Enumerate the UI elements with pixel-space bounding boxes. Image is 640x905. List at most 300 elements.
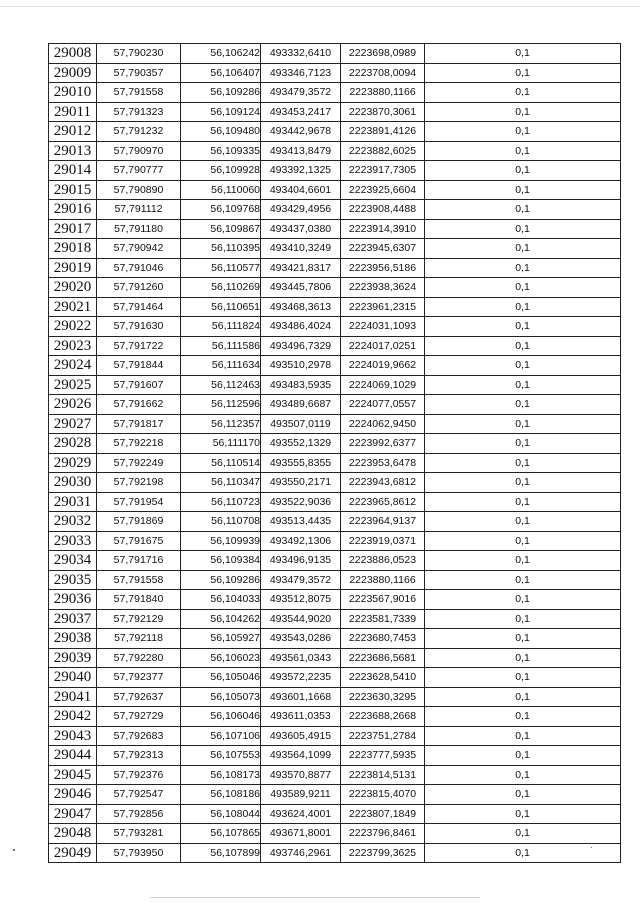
y-coordinate-cell: 2224069,1029: [341, 375, 425, 395]
accuracy-cell: 0,1: [425, 843, 621, 863]
scan-speck: [13, 849, 15, 851]
point-number-cell: 29029: [49, 453, 97, 473]
accuracy-cell: 0,1: [425, 492, 621, 512]
longitude-cell: 56,109286: [181, 570, 261, 590]
x-coordinate-cell: 493543,0286: [261, 629, 341, 649]
accuracy-cell: 0,1: [425, 414, 621, 434]
latitude-cell: 57,791722: [97, 336, 181, 356]
table-row: [49, 395, 621, 415]
latitude-cell: 57,791323: [97, 102, 181, 122]
table-row: [49, 434, 621, 454]
point-number-cell: 29035: [49, 570, 97, 590]
point-number-cell: 29036: [49, 590, 97, 610]
y-coordinate-cell: 2223943,6812: [341, 473, 425, 493]
longitude-cell: 56,109286: [181, 83, 261, 103]
table-row: [49, 551, 621, 571]
x-coordinate-cell: 493421,8317: [261, 258, 341, 278]
latitude-cell: 57,792377: [97, 668, 181, 688]
latitude-cell: 57,792547: [97, 785, 181, 805]
table-row: [49, 239, 621, 259]
x-coordinate-cell: 493496,7329: [261, 336, 341, 356]
longitude-cell: 56,110723: [181, 492, 261, 512]
longitude-cell: 56,109480: [181, 122, 261, 142]
accuracy-cell: 0,1: [425, 648, 621, 668]
point-number-cell: 29011: [49, 102, 97, 122]
accuracy-cell: 0,1: [425, 200, 621, 220]
x-coordinate-cell: 493589,9211: [261, 785, 341, 805]
table-row: [49, 590, 621, 610]
point-number-cell: 29040: [49, 668, 97, 688]
accuracy-cell: 0,1: [425, 44, 621, 64]
longitude-cell: 56,110060: [181, 180, 261, 200]
y-coordinate-cell: 2223882,6025: [341, 141, 425, 161]
table-row: [49, 824, 621, 844]
accuracy-cell: 0,1: [425, 317, 621, 337]
accuracy-cell: 0,1: [425, 297, 621, 317]
point-number-cell: 29042: [49, 707, 97, 727]
point-number-cell: 29045: [49, 765, 97, 785]
point-number-cell: 29028: [49, 434, 97, 454]
accuracy-cell: 0,1: [425, 336, 621, 356]
y-coordinate-cell: 2223686,5681: [341, 648, 425, 668]
scan-edge-bottom: [150, 897, 480, 898]
longitude-cell: 56,108186: [181, 785, 261, 805]
table-row: [49, 843, 621, 863]
latitude-cell: 57,793950: [97, 843, 181, 863]
point-number-cell: 29024: [49, 356, 97, 376]
x-coordinate-cell: 493489,6687: [261, 395, 341, 415]
latitude-cell: 57,792218: [97, 434, 181, 454]
y-coordinate-cell: 2223961,2315: [341, 297, 425, 317]
x-coordinate-cell: 493611,0353: [261, 707, 341, 727]
y-coordinate-cell: 2223914,3910: [341, 219, 425, 239]
accuracy-cell: 0,1: [425, 453, 621, 473]
accuracy-cell: 0,1: [425, 356, 621, 376]
x-coordinate-cell: 493442,9678: [261, 122, 341, 142]
table-row: [49, 278, 621, 298]
y-coordinate-cell: 2223777,5935: [341, 746, 425, 766]
accuracy-cell: 0,1: [425, 570, 621, 590]
latitude-cell: 57,790357: [97, 63, 181, 83]
y-coordinate-cell: 2223919,0371: [341, 531, 425, 551]
point-number-cell: 29018: [49, 239, 97, 259]
x-coordinate-cell: 493572,2235: [261, 668, 341, 688]
x-coordinate-cell: 493492,1306: [261, 531, 341, 551]
table-row: [49, 726, 621, 746]
y-coordinate-cell: 2223799,3625: [341, 843, 425, 863]
accuracy-cell: 0,1: [425, 161, 621, 181]
table-row: [49, 629, 621, 649]
latitude-cell: 57,790970: [97, 141, 181, 161]
x-coordinate-cell: 493445,7806: [261, 278, 341, 298]
x-coordinate-cell: 493671,8001: [261, 824, 341, 844]
latitude-cell: 57,791840: [97, 590, 181, 610]
longitude-cell: 56,109867: [181, 219, 261, 239]
x-coordinate-cell: 493510,2978: [261, 356, 341, 376]
x-coordinate-cell: 493570,8877: [261, 765, 341, 785]
longitude-cell: 56,112357: [181, 414, 261, 434]
y-coordinate-cell: 2223880,1166: [341, 83, 425, 103]
point-number-cell: 29013: [49, 141, 97, 161]
latitude-cell: 57,791817: [97, 414, 181, 434]
point-number-cell: 29008: [49, 44, 97, 64]
latitude-cell: 57,792376: [97, 765, 181, 785]
x-coordinate-cell: 493483,5935: [261, 375, 341, 395]
point-number-cell: 29039: [49, 648, 97, 668]
latitude-cell: 57,791112: [97, 200, 181, 220]
y-coordinate-cell: 2223630,3295: [341, 687, 425, 707]
table-row: [49, 804, 621, 824]
latitude-cell: 57,791180: [97, 219, 181, 239]
y-coordinate-cell: 2223965,8612: [341, 492, 425, 512]
longitude-cell: 56,110577: [181, 258, 261, 278]
table-row: [49, 122, 621, 142]
point-number-cell: 29038: [49, 629, 97, 649]
latitude-cell: 57,792313: [97, 746, 181, 766]
x-coordinate-cell: 493746,2961: [261, 843, 341, 863]
longitude-cell: 56,111634: [181, 356, 261, 376]
coordinates-table: [48, 43, 621, 863]
y-coordinate-cell: 2223917,7305: [341, 161, 425, 181]
longitude-cell: 56,105046: [181, 668, 261, 688]
y-coordinate-cell: 2224031,1093: [341, 317, 425, 337]
accuracy-cell: 0,1: [425, 141, 621, 161]
accuracy-cell: 0,1: [425, 83, 621, 103]
x-coordinate-cell: 493564,1099: [261, 746, 341, 766]
longitude-cell: 56,111586: [181, 336, 261, 356]
x-coordinate-cell: 493429,4956: [261, 200, 341, 220]
table-row: [49, 317, 621, 337]
latitude-cell: 57,791046: [97, 258, 181, 278]
point-number-cell: 29016: [49, 200, 97, 220]
y-coordinate-cell: 2223698,0989: [341, 44, 425, 64]
y-coordinate-cell: 2223886,0523: [341, 551, 425, 571]
latitude-cell: 57,791558: [97, 570, 181, 590]
x-coordinate-cell: 493512,8075: [261, 590, 341, 610]
table-row: [49, 531, 621, 551]
table-row: [49, 746, 621, 766]
table-row: [49, 44, 621, 64]
accuracy-cell: 0,1: [425, 785, 621, 805]
point-number-cell: 29027: [49, 414, 97, 434]
table-row: [49, 785, 621, 805]
point-number-cell: 29020: [49, 278, 97, 298]
latitude-cell: 57,791675: [97, 531, 181, 551]
latitude-cell: 57,792129: [97, 609, 181, 629]
table-row: [49, 356, 621, 376]
table-row: [49, 707, 621, 727]
coordinates-table-body: [49, 44, 621, 863]
y-coordinate-cell: 2223945,6307: [341, 239, 425, 259]
y-coordinate-cell: 2224017,0251: [341, 336, 425, 356]
x-coordinate-cell: 493544,9020: [261, 609, 341, 629]
longitude-cell: 56,104262: [181, 609, 261, 629]
accuracy-cell: 0,1: [425, 375, 621, 395]
point-number-cell: 29049: [49, 843, 97, 863]
y-coordinate-cell: 2223628,5410: [341, 668, 425, 688]
longitude-cell: 56,109384: [181, 551, 261, 571]
point-number-cell: 29030: [49, 473, 97, 493]
accuracy-cell: 0,1: [425, 63, 621, 83]
longitude-cell: 56,110651: [181, 297, 261, 317]
accuracy-cell: 0,1: [425, 668, 621, 688]
accuracy-cell: 0,1: [425, 551, 621, 571]
x-coordinate-cell: 493605,4915: [261, 726, 341, 746]
longitude-cell: 56,107899: [181, 843, 261, 863]
longitude-cell: 56,104033: [181, 590, 261, 610]
table-row: [49, 570, 621, 590]
point-number-cell: 29033: [49, 531, 97, 551]
table-row: [49, 297, 621, 317]
accuracy-cell: 0,1: [425, 102, 621, 122]
longitude-cell: 56,110269: [181, 278, 261, 298]
x-coordinate-cell: 493437,0380: [261, 219, 341, 239]
latitude-cell: 57,791662: [97, 395, 181, 415]
point-number-cell: 29031: [49, 492, 97, 512]
x-coordinate-cell: 493410,3249: [261, 239, 341, 259]
longitude-cell: 56,112463: [181, 375, 261, 395]
x-coordinate-cell: 493413,8479: [261, 141, 341, 161]
longitude-cell: 56,107106: [181, 726, 261, 746]
point-number-cell: 29023: [49, 336, 97, 356]
longitude-cell: 56,110514: [181, 453, 261, 473]
point-number-cell: 29026: [49, 395, 97, 415]
table-row: [49, 609, 621, 629]
longitude-cell: 56,110347: [181, 473, 261, 493]
y-coordinate-cell: 2223938,3624: [341, 278, 425, 298]
table-row: [49, 219, 621, 239]
y-coordinate-cell: 2223925,6604: [341, 180, 425, 200]
latitude-cell: 57,791607: [97, 375, 181, 395]
y-coordinate-cell: 2223581,7339: [341, 609, 425, 629]
scan-edge-top: [0, 6, 640, 7]
x-coordinate-cell: 493624,4001: [261, 804, 341, 824]
point-number-cell: 29017: [49, 219, 97, 239]
point-number-cell: 29037: [49, 609, 97, 629]
table-row: [49, 453, 621, 473]
table-row: [49, 473, 621, 493]
longitude-cell: 56,107553: [181, 746, 261, 766]
longitude-cell: 56,112596: [181, 395, 261, 415]
latitude-cell: 57,791869: [97, 512, 181, 532]
accuracy-cell: 0,1: [425, 473, 621, 493]
table-row: [49, 63, 621, 83]
point-number-cell: 29025: [49, 375, 97, 395]
y-coordinate-cell: 2223870,3061: [341, 102, 425, 122]
longitude-cell: 56,109335: [181, 141, 261, 161]
point-number-cell: 29022: [49, 317, 97, 337]
latitude-cell: 57,790942: [97, 239, 181, 259]
y-coordinate-cell: 2223964,9137: [341, 512, 425, 532]
y-coordinate-cell: 2223688,2668: [341, 707, 425, 727]
latitude-cell: 57,791464: [97, 297, 181, 317]
x-coordinate-cell: 493561,0343: [261, 648, 341, 668]
x-coordinate-cell: 493392,1325: [261, 161, 341, 181]
x-coordinate-cell: 493468,3613: [261, 297, 341, 317]
point-number-cell: 29032: [49, 512, 97, 532]
latitude-cell: 57,792637: [97, 687, 181, 707]
table-row: [49, 102, 621, 122]
latitude-cell: 57,792683: [97, 726, 181, 746]
table-row: [49, 161, 621, 181]
accuracy-cell: 0,1: [425, 746, 621, 766]
longitude-cell: 56,105927: [181, 629, 261, 649]
accuracy-cell: 0,1: [425, 531, 621, 551]
latitude-cell: 57,791232: [97, 122, 181, 142]
accuracy-cell: 0,1: [425, 590, 621, 610]
point-number-cell: 29012: [49, 122, 97, 142]
accuracy-cell: 0,1: [425, 609, 621, 629]
longitude-cell: 56,109939: [181, 531, 261, 551]
x-coordinate-cell: 493332,6410: [261, 44, 341, 64]
y-coordinate-cell: 2223814,5131: [341, 765, 425, 785]
latitude-cell: 57,790230: [97, 44, 181, 64]
y-coordinate-cell: 2223680,7453: [341, 629, 425, 649]
table-row: [49, 141, 621, 161]
latitude-cell: 57,790890: [97, 180, 181, 200]
longitude-cell: 56,109928: [181, 161, 261, 181]
longitude-cell: 56,108173: [181, 765, 261, 785]
y-coordinate-cell: 2224019,9662: [341, 356, 425, 376]
latitude-cell: 57,791954: [97, 492, 181, 512]
accuracy-cell: 0,1: [425, 239, 621, 259]
accuracy-cell: 0,1: [425, 804, 621, 824]
latitude-cell: 57,792249: [97, 453, 181, 473]
latitude-cell: 57,790777: [97, 161, 181, 181]
latitude-cell: 57,792856: [97, 804, 181, 824]
y-coordinate-cell: 2223953,6478: [341, 453, 425, 473]
x-coordinate-cell: 493486,4024: [261, 317, 341, 337]
y-coordinate-cell: 2223708,0094: [341, 63, 425, 83]
point-number-cell: 29015: [49, 180, 97, 200]
y-coordinate-cell: 2224077,0557: [341, 395, 425, 415]
y-coordinate-cell: 2223751,2784: [341, 726, 425, 746]
latitude-cell: 57,792729: [97, 707, 181, 727]
accuracy-cell: 0,1: [425, 687, 621, 707]
x-coordinate-cell: 493513,4435: [261, 512, 341, 532]
point-number-cell: 29044: [49, 746, 97, 766]
table-row: [49, 200, 621, 220]
latitude-cell: 57,791630: [97, 317, 181, 337]
table-row: [49, 180, 621, 200]
latitude-cell: 57,791716: [97, 551, 181, 571]
accuracy-cell: 0,1: [425, 219, 621, 239]
point-number-cell: 29019: [49, 258, 97, 278]
point-number-cell: 29021: [49, 297, 97, 317]
y-coordinate-cell: 2223956,5186: [341, 258, 425, 278]
x-coordinate-cell: 493552,1329: [261, 434, 341, 454]
table-row: [49, 687, 621, 707]
accuracy-cell: 0,1: [425, 726, 621, 746]
x-coordinate-cell: 493453,2417: [261, 102, 341, 122]
table-row: [49, 512, 621, 532]
scan-speck: [591, 847, 592, 848]
y-coordinate-cell: 2223796,8461: [341, 824, 425, 844]
table-row: [49, 414, 621, 434]
table-row: [49, 83, 621, 103]
x-coordinate-cell: 493346,7123: [261, 63, 341, 83]
latitude-cell: 57,791260: [97, 278, 181, 298]
y-coordinate-cell: 2223815,4070: [341, 785, 425, 805]
accuracy-cell: 0,1: [425, 278, 621, 298]
accuracy-cell: 0,1: [425, 180, 621, 200]
longitude-cell: 56,111170: [181, 434, 261, 454]
y-coordinate-cell: 2223567,9016: [341, 590, 425, 610]
latitude-cell: 57,792280: [97, 648, 181, 668]
point-number-cell: 29010: [49, 83, 97, 103]
x-coordinate-cell: 493550,2171: [261, 473, 341, 493]
y-coordinate-cell: 2223992,6377: [341, 434, 425, 454]
table-row: [49, 765, 621, 785]
accuracy-cell: 0,1: [425, 258, 621, 278]
longitude-cell: 56,106242: [181, 44, 261, 64]
y-coordinate-cell: 2223908,4488: [341, 200, 425, 220]
longitude-cell: 56,111824: [181, 317, 261, 337]
x-coordinate-cell: 493555,8355: [261, 453, 341, 473]
point-number-cell: 29009: [49, 63, 97, 83]
table-row: [49, 258, 621, 278]
accuracy-cell: 0,1: [425, 122, 621, 142]
longitude-cell: 56,110395: [181, 239, 261, 259]
y-coordinate-cell: 2223891,4126: [341, 122, 425, 142]
x-coordinate-cell: 493404,6601: [261, 180, 341, 200]
longitude-cell: 56,106046: [181, 707, 261, 727]
point-number-cell: 29046: [49, 785, 97, 805]
longitude-cell: 56,109768: [181, 200, 261, 220]
table-row: [49, 336, 621, 356]
longitude-cell: 56,106407: [181, 63, 261, 83]
y-coordinate-cell: 2224062,9450: [341, 414, 425, 434]
longitude-cell: 56,109124: [181, 102, 261, 122]
accuracy-cell: 0,1: [425, 707, 621, 727]
point-number-cell: 29034: [49, 551, 97, 571]
longitude-cell: 56,107865: [181, 824, 261, 844]
latitude-cell: 57,791844: [97, 356, 181, 376]
longitude-cell: 56,105073: [181, 687, 261, 707]
point-number-cell: 29047: [49, 804, 97, 824]
accuracy-cell: 0,1: [425, 395, 621, 415]
table-row: [49, 492, 621, 512]
accuracy-cell: 0,1: [425, 824, 621, 844]
latitude-cell: 57,793281: [97, 824, 181, 844]
x-coordinate-cell: 493522,9036: [261, 492, 341, 512]
table-row: [49, 668, 621, 688]
x-coordinate-cell: 493479,3572: [261, 83, 341, 103]
accuracy-cell: 0,1: [425, 434, 621, 454]
point-number-cell: 29041: [49, 687, 97, 707]
y-coordinate-cell: 2223807,1849: [341, 804, 425, 824]
x-coordinate-cell: 493601,1668: [261, 687, 341, 707]
table-row: [49, 375, 621, 395]
point-number-cell: 29043: [49, 726, 97, 746]
accuracy-cell: 0,1: [425, 512, 621, 532]
x-coordinate-cell: 493479,3572: [261, 570, 341, 590]
longitude-cell: 56,110708: [181, 512, 261, 532]
accuracy-cell: 0,1: [425, 765, 621, 785]
x-coordinate-cell: 493496,9135: [261, 551, 341, 571]
latitude-cell: 57,792198: [97, 473, 181, 493]
longitude-cell: 56,108044: [181, 804, 261, 824]
x-coordinate-cell: 493507,0119: [261, 414, 341, 434]
table-row: [49, 648, 621, 668]
point-number-cell: 29014: [49, 161, 97, 181]
accuracy-cell: 0,1: [425, 629, 621, 649]
y-coordinate-cell: 2223880,1166: [341, 570, 425, 590]
latitude-cell: 57,792118: [97, 629, 181, 649]
point-number-cell: 29048: [49, 824, 97, 844]
latitude-cell: 57,791558: [97, 83, 181, 103]
longitude-cell: 56,106023: [181, 648, 261, 668]
